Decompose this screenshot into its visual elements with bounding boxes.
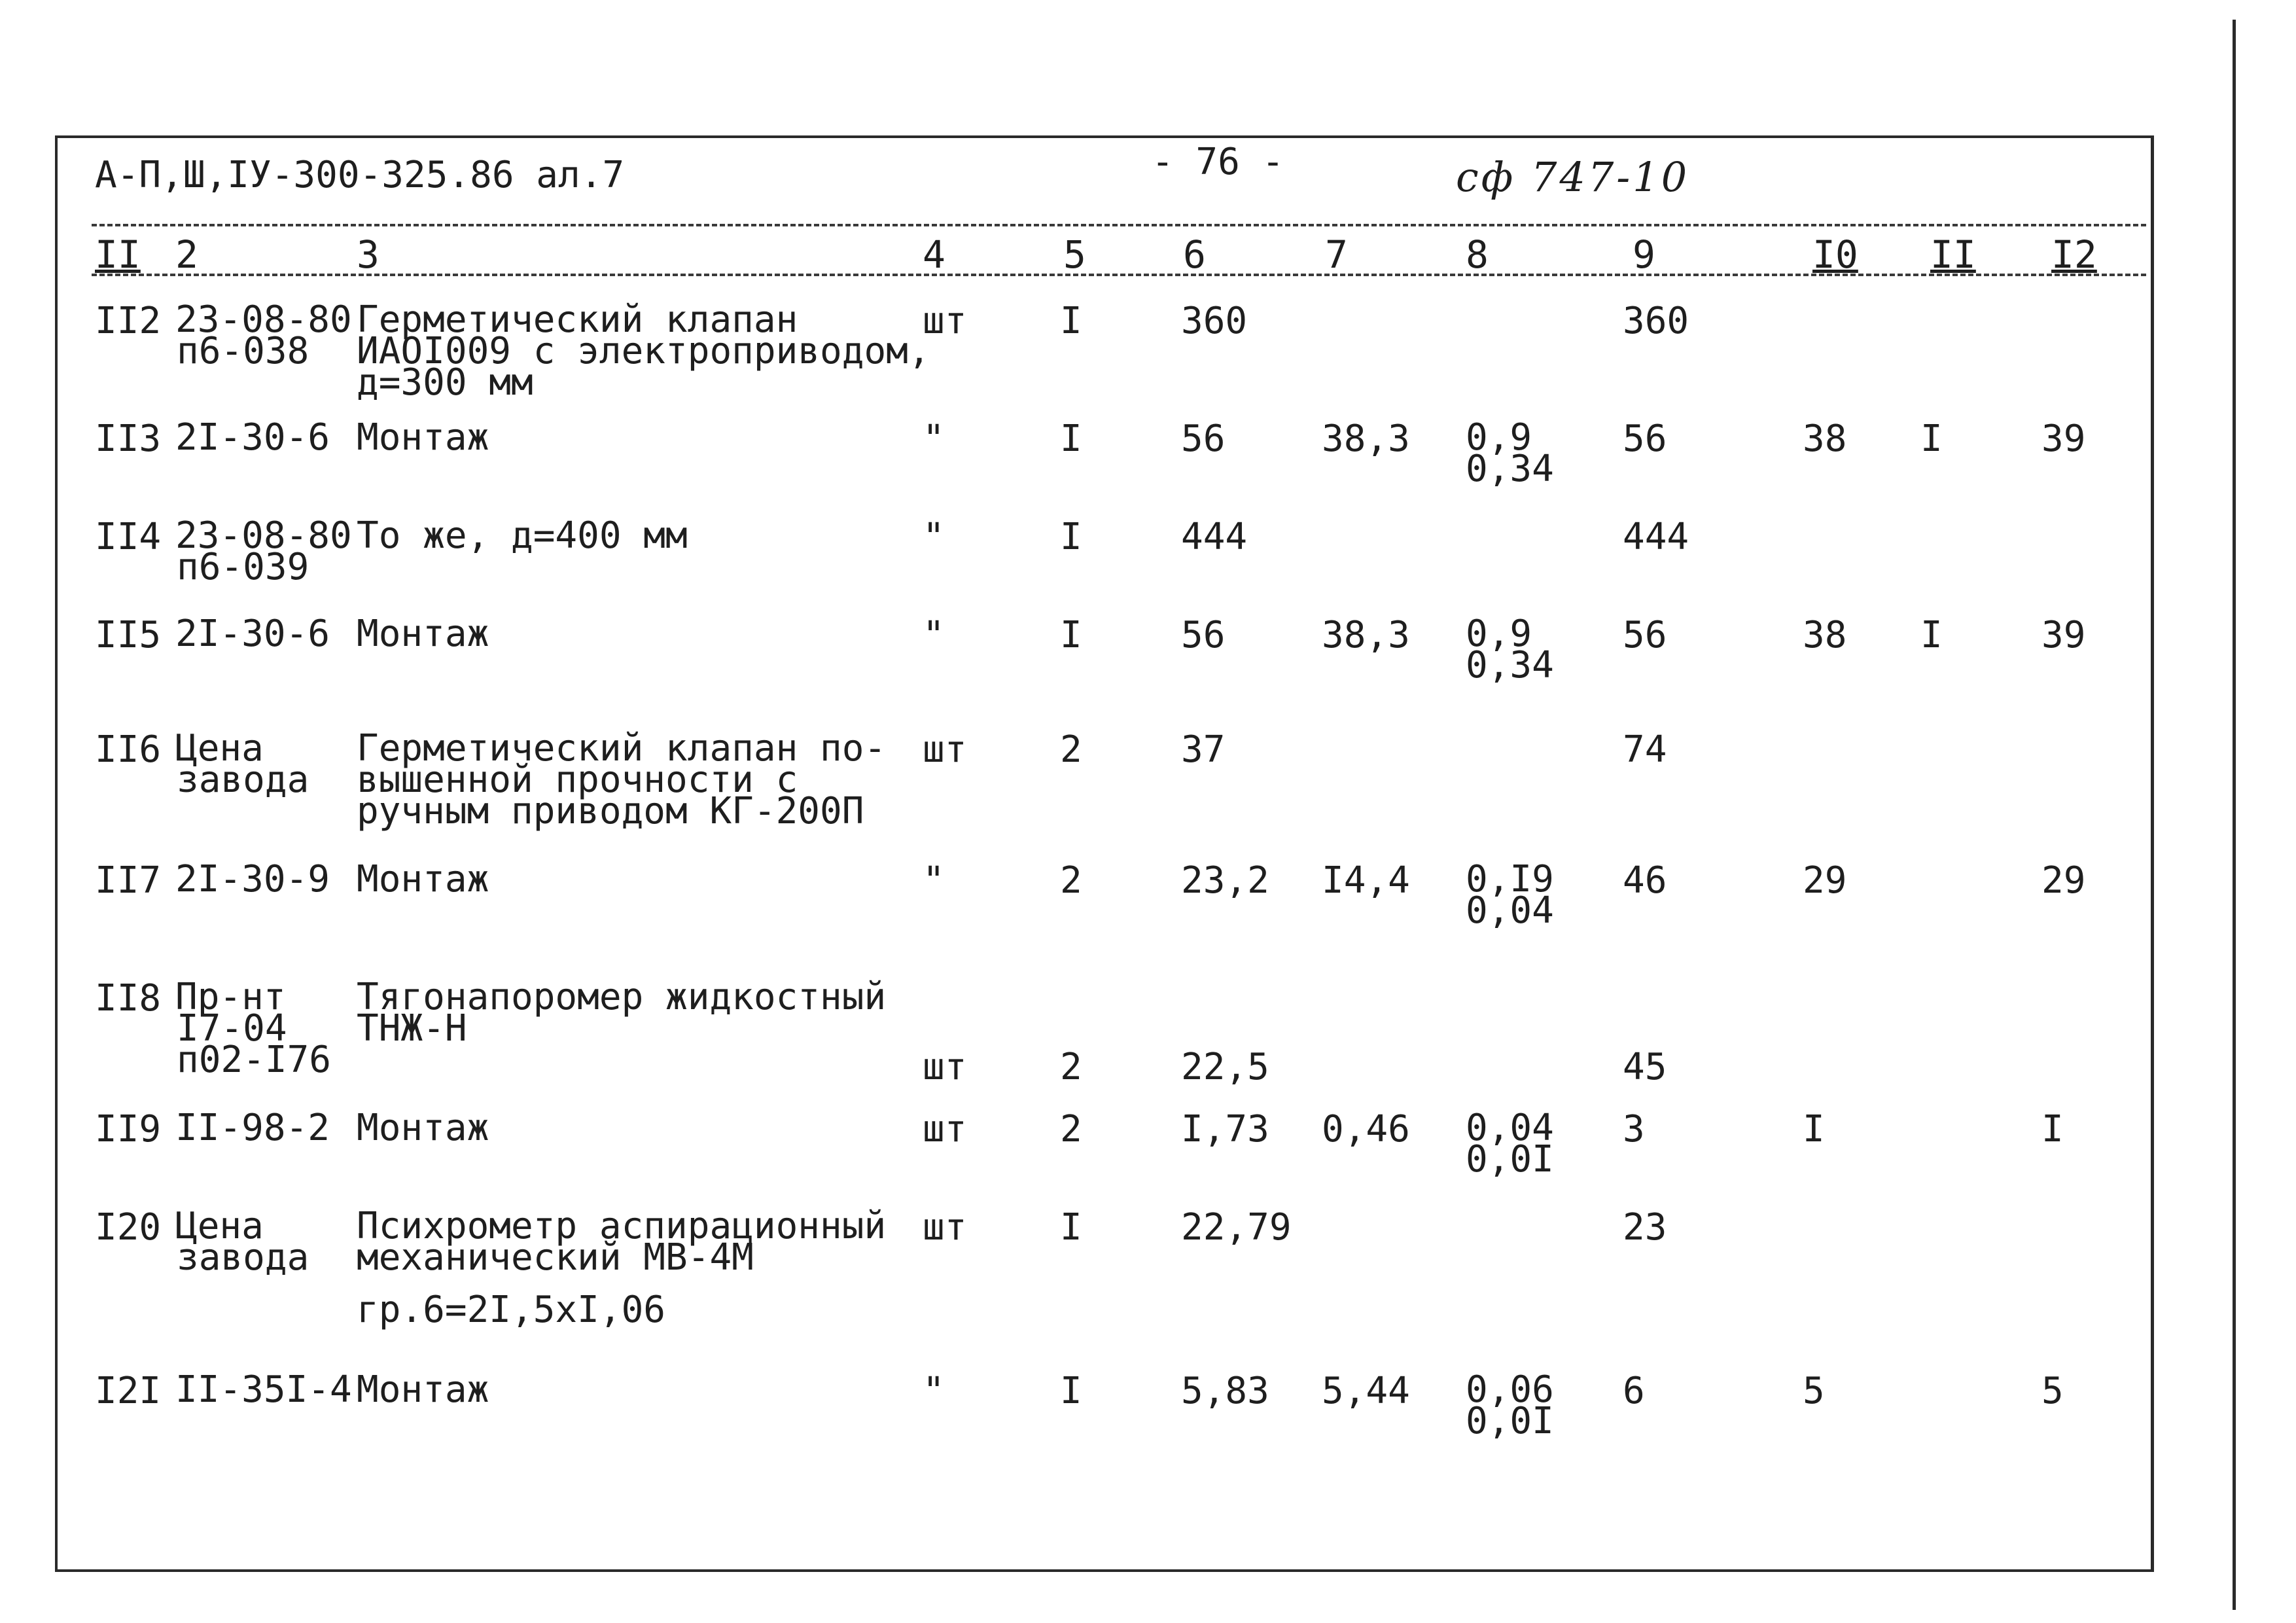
row-code-line: II-35I-4 <box>175 1368 352 1411</box>
column-header-6: 6 <box>1183 232 1206 277</box>
row-quantity: I <box>1060 418 1082 460</box>
row-note: гр.6=2I,5хI,06 <box>357 1289 666 1331</box>
row-code-line: Цена <box>175 727 264 770</box>
row-code-line: п6-039 <box>177 546 309 588</box>
column-header-7: 7 <box>1325 232 1348 277</box>
row-col-9: 46 <box>1623 859 1667 902</box>
page-edge-line <box>2233 20 2236 1610</box>
row-unit: шт <box>923 1108 967 1150</box>
row-quantity: 2 <box>1060 728 1082 771</box>
row-col-6: 56 <box>1181 418 1226 460</box>
row-unit: шт <box>923 300 967 342</box>
row-code-line: Пр-нт <box>175 976 286 1018</box>
row-code-line: 2I-30-6 <box>175 416 330 459</box>
row-unit: " <box>923 1370 945 1412</box>
row-col-7: I4,4 <box>1322 859 1410 902</box>
row-col-6: 37 <box>1181 728 1226 771</box>
row-quantity: I <box>1060 516 1082 558</box>
column-header-8: 8 <box>1466 232 1489 277</box>
row-description-line: Психрометр аспирационный <box>357 1205 887 1247</box>
row-description-line: Тягонапоромер жидкостный <box>357 976 887 1018</box>
row-number: I20 <box>95 1206 162 1249</box>
column-header-10: I0 <box>1812 232 1858 277</box>
row-unit: шт <box>923 1046 967 1088</box>
row-code-line: II-98-2 <box>175 1107 330 1149</box>
row-quantity: 2 <box>1060 1108 1082 1150</box>
row-col-9: 3 <box>1623 1108 1645 1150</box>
row-col-9: 45 <box>1623 1046 1667 1088</box>
row-col-8-line: 0,34 <box>1466 448 1554 490</box>
row-code-line: п02-I76 <box>177 1039 332 1081</box>
row-quantity: 2 <box>1060 859 1082 902</box>
row-col-6: 5,83 <box>1181 1370 1269 1412</box>
row-description-line: ручным приводом КГ-200П <box>357 790 864 832</box>
row-col-8-line: 0,9 <box>1466 613 1532 655</box>
row-description-line: Монтаж <box>357 1107 489 1149</box>
column-header-5: 5 <box>1063 232 1086 277</box>
row-number: II9 <box>95 1108 162 1150</box>
row-unit: " <box>923 418 945 460</box>
row-col-10: I <box>1803 1108 1825 1150</box>
row-col-11: I <box>1920 614 1943 656</box>
frame-border-bottom <box>55 1569 2154 1572</box>
column-header-12: I2 <box>2051 232 2097 277</box>
row-code-line: I7-04 <box>177 1007 287 1050</box>
row-description-line: Герметический клапан по- <box>357 727 887 770</box>
row-col-12: 39 <box>2041 418 2086 460</box>
row-description-line: ТНЖ-Н <box>357 1007 467 1050</box>
row-unit: шт <box>923 1206 967 1249</box>
row-col-7: 38,3 <box>1322 418 1410 460</box>
sheet-mark: сф 747-10 <box>1456 153 1690 201</box>
row-quantity: I <box>1060 1370 1082 1412</box>
row-col-8-line: 0,0I <box>1466 1400 1554 1442</box>
row-col-6: 22,79 <box>1181 1206 1292 1249</box>
frame-border-right <box>2151 135 2154 1571</box>
header-rule-top <box>92 224 2146 226</box>
column-header-11: II <box>1930 232 1976 277</box>
row-col-9: 6 <box>1623 1370 1645 1412</box>
row-col-8-line: 0,34 <box>1466 644 1554 687</box>
row-col-8-line: 0,04 <box>1466 889 1554 932</box>
row-col-6: 22,5 <box>1181 1046 1269 1088</box>
row-col-8-line: 0,9 <box>1466 416 1532 459</box>
row-col-7: 5,44 <box>1322 1370 1410 1412</box>
frame-border-top <box>55 135 2153 138</box>
row-col-6: I,73 <box>1181 1108 1269 1150</box>
row-number: II2 <box>95 300 162 342</box>
document-code: А-П,Ш,IУ-300-325.86 ал.7 <box>95 154 625 196</box>
row-col-6: 56 <box>1181 614 1226 656</box>
row-col-7: 38,3 <box>1322 614 1410 656</box>
row-col-9: 360 <box>1623 300 1689 342</box>
row-description-line: Монтаж <box>357 613 489 655</box>
row-code-line: п6-038 <box>177 330 309 372</box>
page-number: - 76 - <box>1152 141 1284 183</box>
row-code-line: завода <box>177 1236 309 1279</box>
row-col-8-line: 0,06 <box>1466 1368 1554 1411</box>
row-code-line: завода <box>177 758 309 801</box>
row-number: II8 <box>95 977 162 1020</box>
row-col-6: 23,2 <box>1181 859 1269 902</box>
row-col-12: 29 <box>2041 859 2086 902</box>
row-col-9: 74 <box>1623 728 1667 771</box>
row-number: II4 <box>95 516 162 558</box>
row-col-9: 444 <box>1623 516 1689 558</box>
row-number: II5 <box>95 614 162 656</box>
row-description-line: То же, д=400 мм <box>357 514 688 557</box>
row-quantity: I <box>1060 614 1082 656</box>
row-code-line: Цена <box>175 1205 264 1247</box>
row-col-10: 29 <box>1803 859 1847 902</box>
row-description-line: д=300 мм <box>357 361 533 404</box>
row-description-line: Монтаж <box>357 858 489 901</box>
row-quantity: I <box>1060 1206 1082 1249</box>
row-col-10: 38 <box>1803 418 1847 460</box>
row-col-10: 5 <box>1803 1370 1825 1412</box>
row-unit: " <box>923 859 945 902</box>
row-number: I2I <box>95 1370 162 1412</box>
row-description-line: Монтаж <box>357 1368 489 1411</box>
row-quantity: 2 <box>1060 1046 1082 1088</box>
row-code-line: 2I-30-9 <box>175 858 330 901</box>
row-description-line: вышенной прочности с <box>357 758 798 801</box>
row-col-9: 56 <box>1623 614 1667 656</box>
row-code-line: 23-08-80 <box>175 298 352 341</box>
row-col-12: 39 <box>2041 614 2086 656</box>
row-unit: шт <box>923 728 967 771</box>
row-col-8-line: 0,I9 <box>1466 858 1554 901</box>
row-col-8-line: 0,0I <box>1466 1138 1554 1181</box>
column-header-9: 9 <box>1633 232 1655 277</box>
row-code-line: 2I-30-6 <box>175 613 330 655</box>
column-header-2: 2 <box>175 232 198 277</box>
row-number: II6 <box>95 728 162 771</box>
row-col-11: I <box>1920 418 1943 460</box>
column-header-4: 4 <box>923 232 945 277</box>
row-description-line: Герметический клапан <box>357 298 798 341</box>
column-header-3: 3 <box>357 232 380 277</box>
row-col-10: 38 <box>1803 614 1847 656</box>
row-description-line: Монтаж <box>357 416 489 459</box>
row-col-9: 56 <box>1623 418 1667 460</box>
row-col-12: 5 <box>2041 1370 2064 1412</box>
row-unit: " <box>923 516 945 558</box>
row-col-6: 444 <box>1181 516 1248 558</box>
row-description-line: ИАОI009 с электроприводом, <box>357 330 930 372</box>
column-header-1: II <box>95 232 141 277</box>
frame-border-left <box>55 135 58 1571</box>
row-col-8-line: 0,04 <box>1466 1107 1554 1149</box>
row-description-line: механический МВ-4М <box>357 1236 754 1279</box>
row-col-6: 360 <box>1181 300 1248 342</box>
row-code-line: 23-08-80 <box>175 514 352 557</box>
row-col-9: 23 <box>1623 1206 1667 1249</box>
row-number: II3 <box>95 418 162 460</box>
row-col-12: I <box>2041 1108 2064 1150</box>
row-unit: " <box>923 614 945 656</box>
row-quantity: I <box>1060 300 1082 342</box>
row-col-7: 0,46 <box>1322 1108 1410 1150</box>
row-number: II7 <box>95 859 162 902</box>
